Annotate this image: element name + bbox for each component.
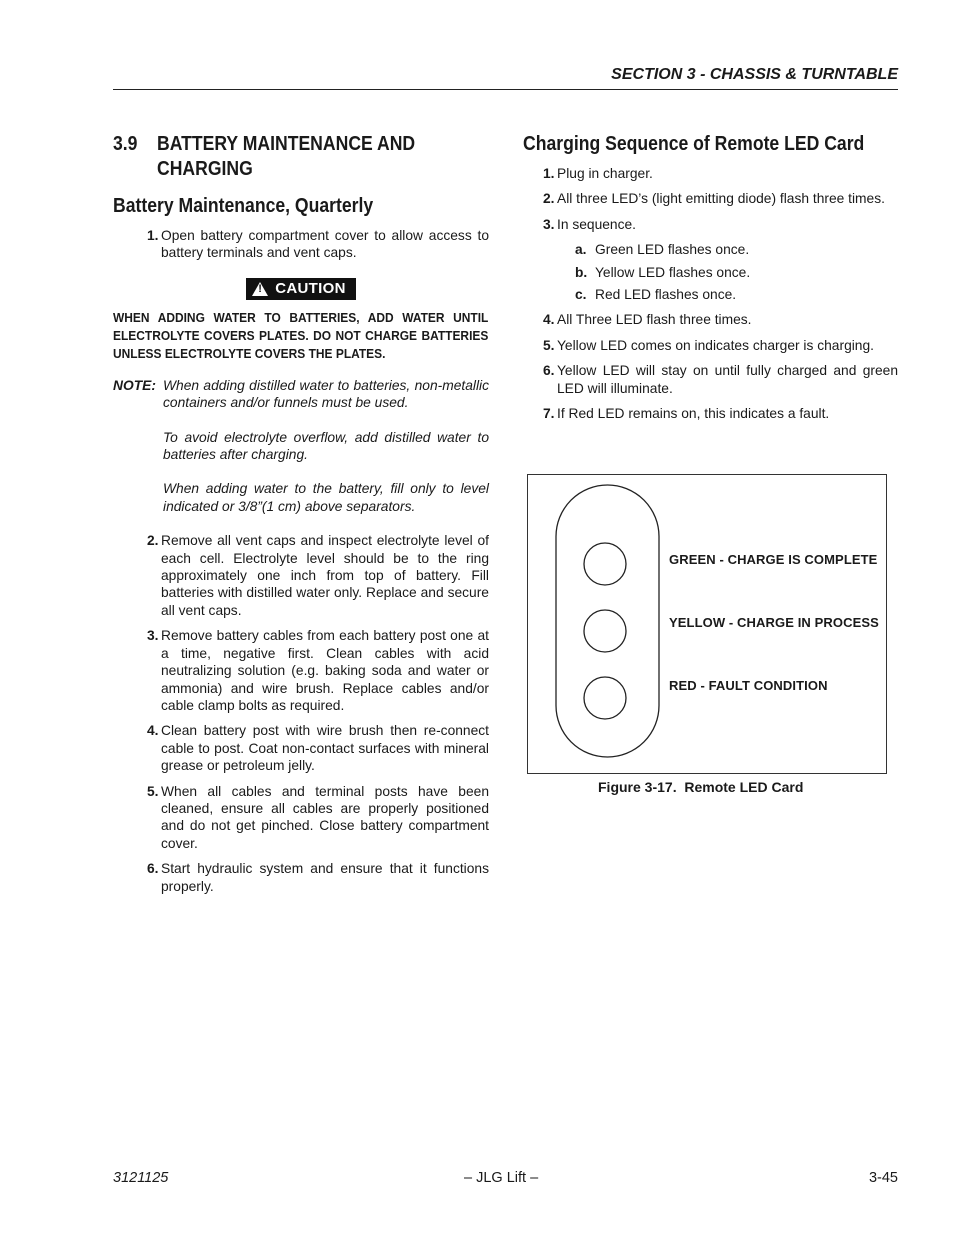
yellow-led-circle bbox=[584, 610, 626, 652]
sub-item bbox=[523, 264, 898, 281]
item-text: Remove battery cables from each battery post one at a time, negative first. Clean cables with acid neutralizing solution (e.g. baking soda and water or ammonia) and wire brush. Replace cables and/or cable clamp bolts as required. bbox=[161, 628, 489, 713]
item-text: Plug in charger. bbox=[557, 166, 653, 181]
sub-item-text: Yellow LED flashes once. bbox=[595, 264, 751, 280]
header-rule bbox=[113, 89, 898, 90]
footer-page-number: 3-45 bbox=[868, 1170, 898, 1186]
note-paragraph: When adding distilled water to batteries, non-metallic containers and/or funnels must be used. bbox=[163, 377, 489, 411]
subsection-heading-maintenance: Battery Maintenance, Quarterly bbox=[113, 195, 374, 217]
list-item bbox=[523, 311, 898, 328]
item-text: Remove all vent caps and inspect electrolyte level of each cell. Electrolyte level should be to the ring approximately one inch from top of battery. Fill batteries with distilled water only. Replace and secure all vent caps. bbox=[161, 533, 489, 618]
item-number: 7. bbox=[543, 406, 555, 422]
sub-item-text: Red LED flashes once. bbox=[595, 287, 737, 303]
figure-caption-number: Figure 3-17. bbox=[598, 779, 677, 795]
led-card-outline bbox=[556, 485, 659, 757]
item-number: 3. bbox=[147, 628, 159, 644]
item-text: If Red LED remains on, this indicates a fault. bbox=[557, 406, 830, 422]
red-led-circle bbox=[584, 677, 626, 719]
section-heading bbox=[113, 132, 444, 182]
subsection-heading-charging: Charging Sequence of Remote LED Card bbox=[523, 133, 865, 155]
caution-text: WHEN ADDING WATER TO BATTERIES, ADD WATER UNTIL ELECTROLYTE COVERS PLATES. DO NOT CHARGE BATTERIES UNLESS ELECTROLYTE COVERS THE PLATES. bbox=[113, 309, 489, 361]
item-text: When all cables and terminal posts have been cleaned, ensure all cables are properly positioned and do not get pinched. Close battery compartment cover. bbox=[161, 783, 489, 851]
section-title: BATTERY MAINTENANCE AND CHARGING bbox=[157, 133, 416, 180]
sub-item-letter: b. bbox=[575, 264, 588, 280]
list-item bbox=[113, 783, 489, 853]
item-number: 5. bbox=[543, 337, 555, 353]
section-number: 3.9 bbox=[113, 133, 138, 155]
list-item bbox=[523, 216, 898, 233]
list-item bbox=[523, 337, 898, 354]
item-number: 5. bbox=[147, 783, 159, 799]
warning-triangle-icon bbox=[252, 282, 268, 296]
item-text: All three LED’s (light emitting diode) flash three times. bbox=[557, 191, 885, 207]
note-paragraph: To avoid electrolyte overflow, add distilled water to batteries after charging. bbox=[163, 429, 489, 463]
list-item bbox=[523, 165, 898, 182]
sub-item bbox=[523, 241, 898, 258]
sub-item-letter: a. bbox=[575, 242, 587, 258]
item-text: Clean battery post with wire brush then re-connect cable to post. Coat non-contact surfaces with mineral grease or petroleum jelly. bbox=[161, 723, 489, 774]
list-item bbox=[113, 532, 489, 619]
red-led-label: RED - FAULT CONDITION bbox=[669, 678, 828, 693]
list-item bbox=[113, 227, 489, 262]
list-item bbox=[523, 405, 898, 422]
remote-led-card-figure bbox=[527, 474, 887, 774]
item-number: 3. bbox=[543, 216, 555, 232]
note-block bbox=[113, 377, 489, 532]
note-paragraph: When adding water to the battery, fill only to level indicated or 3/8”(1 cm) above separators. bbox=[163, 481, 489, 514]
caution-banner bbox=[113, 278, 489, 301]
caution-label bbox=[246, 278, 355, 300]
item-number: 2. bbox=[543, 191, 555, 207]
item-text: In sequence. bbox=[557, 216, 637, 232]
yellow-led-label: YELLOW - CHARGE IN PROCESS bbox=[669, 615, 879, 630]
caution-label-text: CAUTION bbox=[275, 280, 346, 298]
item-number: 6. bbox=[543, 363, 555, 379]
item-text: All Three LED flash three times. bbox=[557, 312, 752, 328]
green-led-circle bbox=[584, 543, 626, 585]
item-text: Yellow LED will stay on until fully charged and green LED will illuminate. bbox=[557, 363, 898, 396]
list-item bbox=[113, 627, 489, 714]
footer-brand: – JLG Lift – bbox=[464, 1170, 539, 1186]
figure-caption-title: Remote LED Card bbox=[684, 779, 804, 795]
item-number: 6. bbox=[147, 861, 159, 877]
section-header: SECTION 3 - CHASSIS & TURNTABLE bbox=[611, 66, 898, 83]
sub-item-letter: c. bbox=[575, 287, 587, 303]
item-number: 4. bbox=[147, 723, 159, 739]
item-number: 4. bbox=[543, 312, 555, 328]
item-number: 1. bbox=[147, 228, 159, 243]
footer-doc-number: 3121125 bbox=[113, 1170, 169, 1186]
figure-caption bbox=[598, 779, 803, 795]
item-text: Start hydraulic system and ensure that it functions properly. bbox=[161, 861, 489, 894]
list-item bbox=[523, 362, 898, 397]
item-number: 1. bbox=[543, 166, 555, 181]
sub-item-text: Green LED flashes once. bbox=[595, 242, 750, 258]
item-text: Yellow LED comes on indicates charger is charging. bbox=[557, 337, 874, 353]
item-text: Open battery compartment cover to allow access to battery terminals and vent caps. bbox=[161, 228, 489, 261]
right-column bbox=[523, 132, 898, 430]
sub-item bbox=[523, 286, 898, 303]
list-item bbox=[113, 860, 489, 895]
list-item bbox=[113, 722, 489, 774]
left-column bbox=[113, 132, 489, 903]
note-label: NOTE: bbox=[113, 377, 156, 393]
item-number: 2. bbox=[147, 533, 159, 549]
list-item bbox=[523, 190, 898, 207]
green-led-label: GREEN - CHARGE IS COMPLETE bbox=[669, 552, 878, 567]
